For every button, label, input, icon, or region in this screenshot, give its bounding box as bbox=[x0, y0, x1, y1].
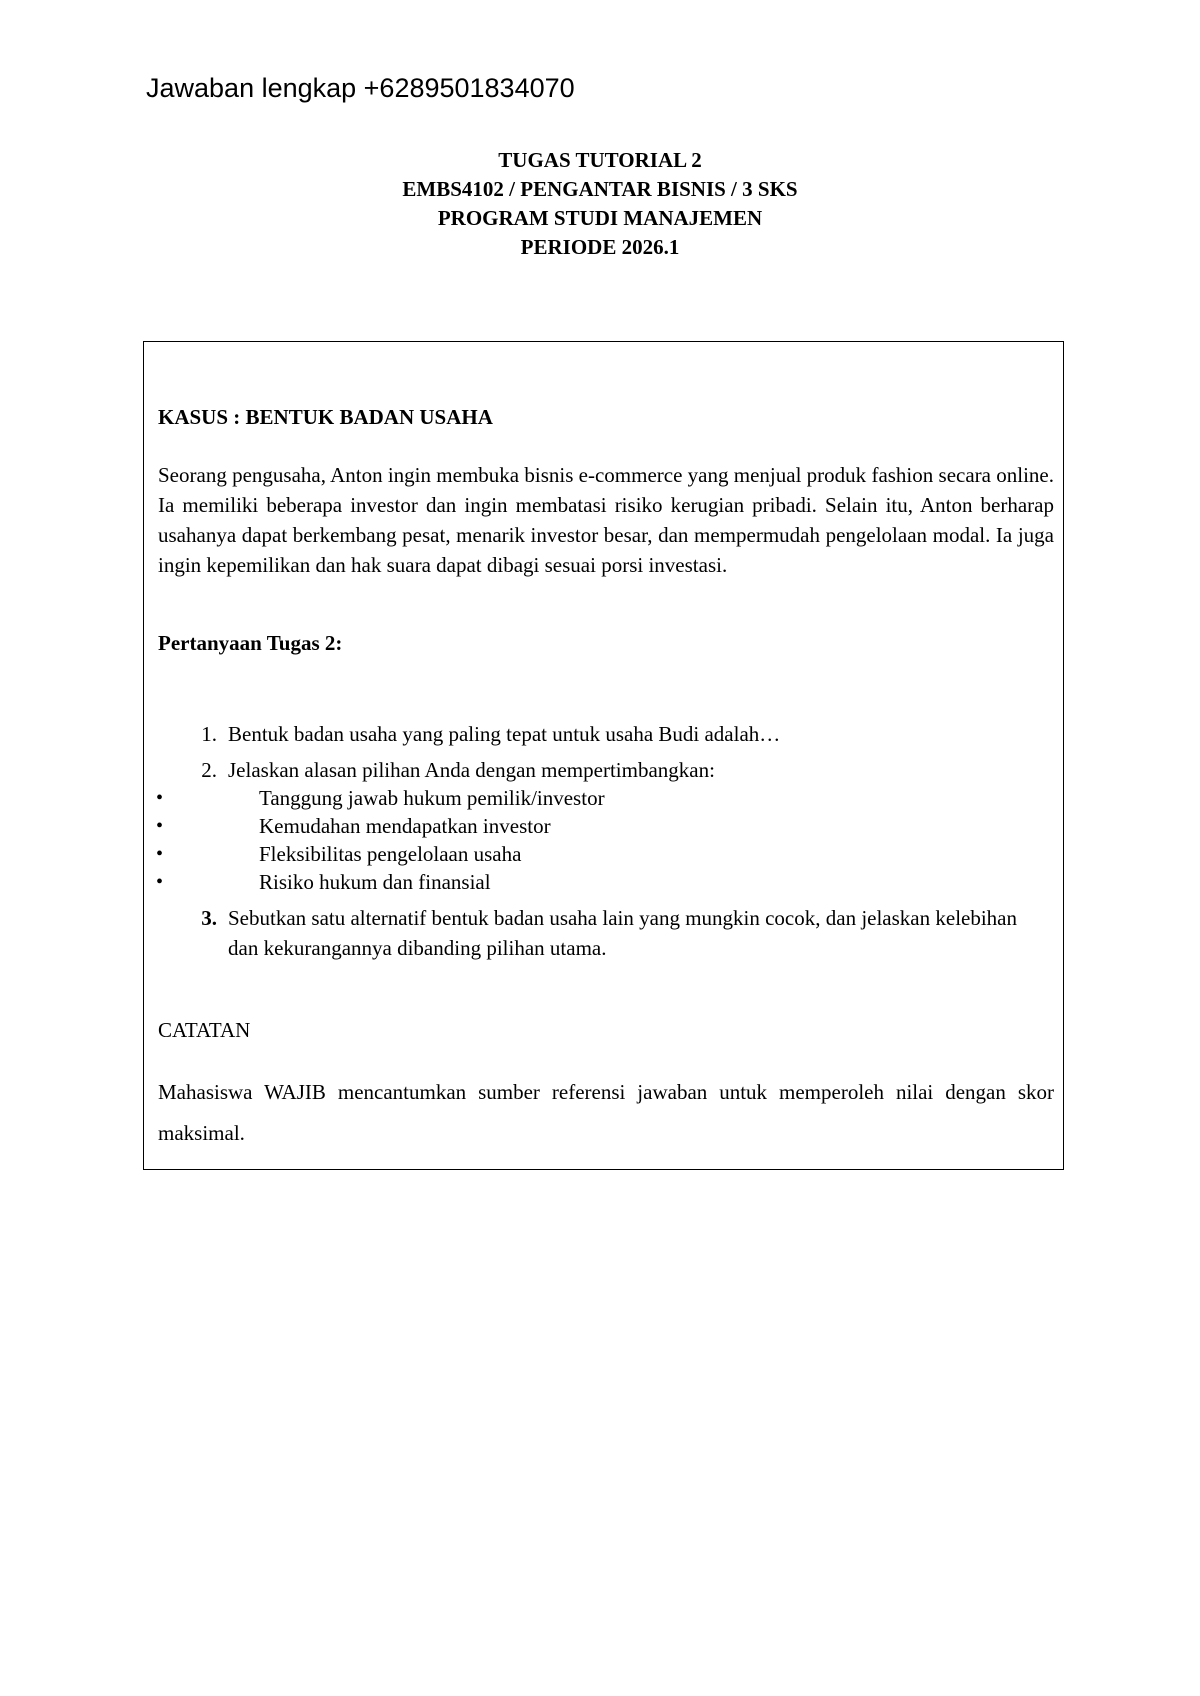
question-number: 2. bbox=[201, 758, 217, 782]
question-text: Bentuk badan usaha yang paling tepat untuk usaha Budi adalah… bbox=[228, 722, 781, 746]
header-program: PROGRAM STUDI MANAJEMEN bbox=[437, 206, 763, 230]
question-text: Jelaskan alasan pilihan Anda dengan mempertimbangkan: bbox=[228, 758, 715, 782]
bullet-icon: • bbox=[156, 843, 164, 865]
question-text: Sebutkan satu alternatif bentuk badan usaha lain yang mungkin cocok, dan jelaskan kelebihan dan kekurangannya dibanding pilihan utama. bbox=[228, 906, 1018, 960]
question-number: 1. bbox=[201, 722, 217, 746]
case-box bbox=[143, 341, 1064, 1170]
bullet-icon: • bbox=[156, 787, 164, 809]
case-title: KASUS : BENTUK BADAN USAHA bbox=[158, 405, 493, 429]
bullet-text: Tanggung jawab hukum pemilik/investor bbox=[259, 786, 605, 810]
document-header bbox=[0, 146, 1200, 262]
question-number: 3. bbox=[201, 906, 217, 930]
header-title: TUGAS TUTORIAL 2 bbox=[498, 148, 702, 172]
questions-heading: Pertanyaan Tugas 2: bbox=[158, 631, 343, 655]
bullet-text: Fleksibilitas pengelolaan usaha bbox=[259, 842, 522, 866]
note-body: Mahasiswa WAJIB mencantumkan sumber referensi jawaban untuk memperoleh nilai dengan skor maksimal. bbox=[158, 1080, 1054, 1145]
note-title: CATATAN bbox=[158, 1018, 251, 1042]
bullet-icon: • bbox=[156, 871, 164, 893]
header-period: PERIODE 2026.1 bbox=[520, 235, 680, 259]
bullet-icon: • bbox=[156, 815, 164, 837]
bullet-text: Kemudahan mendapatkan investor bbox=[259, 814, 551, 838]
header-course: EMBS4102 / PENGANTAR BISNIS / 3 SKS bbox=[402, 177, 798, 201]
contact-line: Jawaban lengkap +6289501834070 bbox=[146, 73, 575, 103]
case-body: Seorang pengusaha, Anton ingin membuka bisnis e-commerce yang menjual produk fashion secara online. Ia memiliki beberapa investor dan ingin membatasi risiko kerugian pribadi. Selain itu, Anton berharap usahanya dapat berkembang pesat, menarik investor besar, dan mempermudah pengelolaan modal. Ia juga ingin kepemilikan dan hak suara dapat dibagi sesuai porsi investasi. bbox=[158, 463, 1054, 577]
bullet-text: Risiko hukum dan finansial bbox=[259, 870, 491, 894]
